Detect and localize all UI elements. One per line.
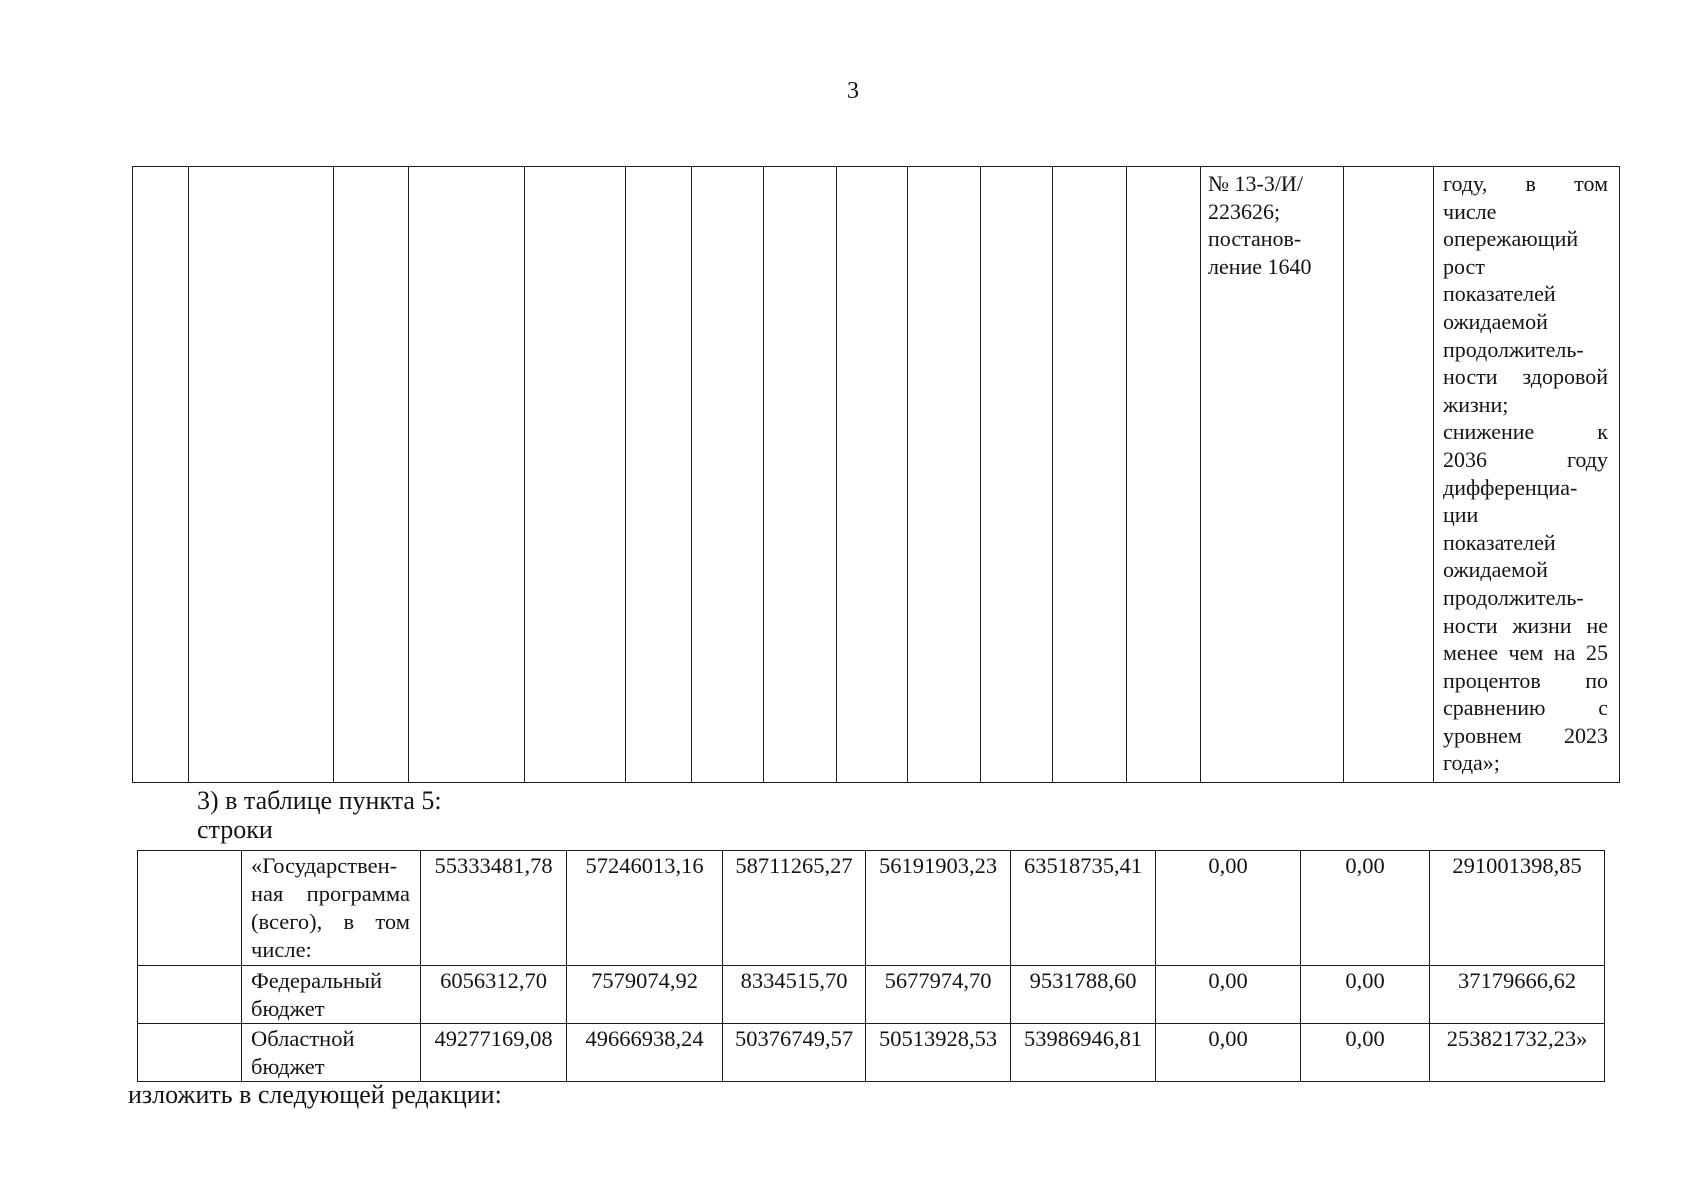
value-cell: 49277169,08 — [421, 1024, 567, 1082]
row-label-line: числе: — [251, 937, 312, 962]
empty-cell — [138, 851, 242, 966]
empty-cell — [189, 167, 334, 783]
value-cell: 0,00 — [1301, 851, 1430, 966]
indicator-line: ожидаемой — [1443, 557, 1548, 583]
value-cell: 0,00 — [1156, 1024, 1301, 1082]
empty-cell — [138, 1024, 242, 1082]
budget-table — [137, 850, 1605, 1082]
indicator-line: года»; — [1443, 750, 1500, 776]
indicator-line: показателей — [1443, 529, 1556, 555]
empty-cell — [1127, 167, 1201, 783]
indicator-line: менее чем на 25 — [1443, 640, 1608, 666]
indicator-line: ожидаемой — [1443, 308, 1548, 334]
table-row — [138, 851, 1605, 966]
page-number: 3 — [847, 78, 859, 104]
row-label-line: бюджет — [251, 1054, 325, 1079]
indicator-line: рост — [1443, 253, 1485, 279]
value-cell: 50513928,53 — [866, 1024, 1011, 1082]
indicator-line: ности здоровой — [1443, 364, 1608, 390]
empty-cell — [1053, 167, 1127, 783]
indicator-line: сравнению с — [1443, 695, 1608, 721]
closing-text: изложить в следующей редакции: — [128, 1080, 502, 1109]
empty-cell — [133, 167, 189, 783]
table-row — [133, 167, 1620, 783]
indicator-line: продолжитель- — [1443, 336, 1584, 362]
value-cell: 63518735,41 — [1011, 851, 1156, 966]
reference-line: 223626; — [1208, 198, 1281, 224]
empty-cell — [1344, 167, 1434, 783]
continued-table — [132, 166, 1620, 783]
total-value-cell: 253821732,23» — [1430, 1024, 1605, 1082]
row-label-cell — [242, 851, 421, 966]
indicator-line: процентов по — [1443, 667, 1608, 693]
value-cell: 0,00 — [1156, 851, 1301, 966]
empty-cell — [981, 167, 1053, 783]
target-indicator-cell — [1434, 167, 1620, 783]
empty-cell — [908, 167, 981, 783]
indicator-line: дифференциа- — [1443, 474, 1578, 500]
table-row — [138, 966, 1605, 1024]
empty-cell — [626, 167, 692, 783]
row-label-line: ная программа — [251, 881, 410, 906]
indicator-line: ности жизни не — [1443, 612, 1608, 638]
indicator-line: году, в том — [1443, 171, 1608, 196]
indicator-line: числе — [1443, 198, 1497, 224]
row-label-line: Федеральный — [251, 968, 383, 993]
value-cell: 49666938,24 — [567, 1024, 723, 1082]
empty-cell — [334, 167, 409, 783]
indicator-line: продолжитель- — [1443, 584, 1584, 610]
reference-line: ление 1640 — [1208, 253, 1312, 279]
value-cell: 0,00 — [1301, 1024, 1430, 1082]
indicator-line: опережающий — [1443, 226, 1579, 252]
value-cell: 0,00 — [1301, 966, 1430, 1024]
indicator-line: жизни; — [1443, 391, 1509, 417]
value-cell: 55333481,78 — [421, 851, 567, 966]
value-cell: 53986946,81 — [1011, 1024, 1156, 1082]
value-cell: 9531788,60 — [1011, 966, 1156, 1024]
row-label-cell — [242, 1024, 421, 1082]
row-label-line: Областной — [251, 1026, 355, 1051]
value-cell: 56191903,23 — [866, 851, 1011, 966]
reference-line: № 13-3/И/ — [1208, 171, 1303, 196]
total-value-cell: 291001398,85 — [1430, 851, 1605, 966]
value-cell: 6056312,70 — [421, 966, 567, 1024]
empty-cell — [837, 167, 908, 783]
value-cell: 57246013,16 — [567, 851, 723, 966]
row-label-cell — [242, 966, 421, 1024]
empty-cell — [409, 167, 525, 783]
value-cell: 8334515,70 — [723, 966, 866, 1024]
row-label-line: (всего), в том — [251, 909, 410, 934]
value-cell: 5677974,70 — [866, 966, 1011, 1024]
empty-cell — [764, 167, 837, 783]
empty-cell — [525, 167, 626, 783]
indicator-line: 2036 году — [1443, 446, 1608, 472]
indicator-line: ции — [1443, 502, 1479, 528]
value-cell: 0,00 — [1156, 966, 1301, 1024]
reference-line: постанов- — [1208, 226, 1302, 252]
rows-label: строки — [197, 815, 273, 844]
empty-cell — [692, 167, 764, 783]
value-cell: 7579074,92 — [567, 966, 723, 1024]
total-value-cell: 37179666,62 — [1430, 966, 1605, 1024]
row-label-line: «Государствен- — [251, 853, 398, 878]
row-label-line: бюджет — [251, 996, 325, 1021]
reference-cell — [1201, 167, 1344, 783]
value-cell: 50376749,57 — [723, 1024, 866, 1082]
value-cell: 58711265,27 — [723, 851, 866, 966]
indicator-line: уровнем 2023 — [1443, 722, 1608, 748]
indicator-line: снижение к — [1443, 419, 1608, 445]
table-row — [138, 1024, 1605, 1082]
section-heading: 3) в таблице пункта 5: — [197, 786, 442, 815]
empty-cell — [138, 966, 242, 1024]
indicator-line: показателей — [1443, 281, 1556, 307]
